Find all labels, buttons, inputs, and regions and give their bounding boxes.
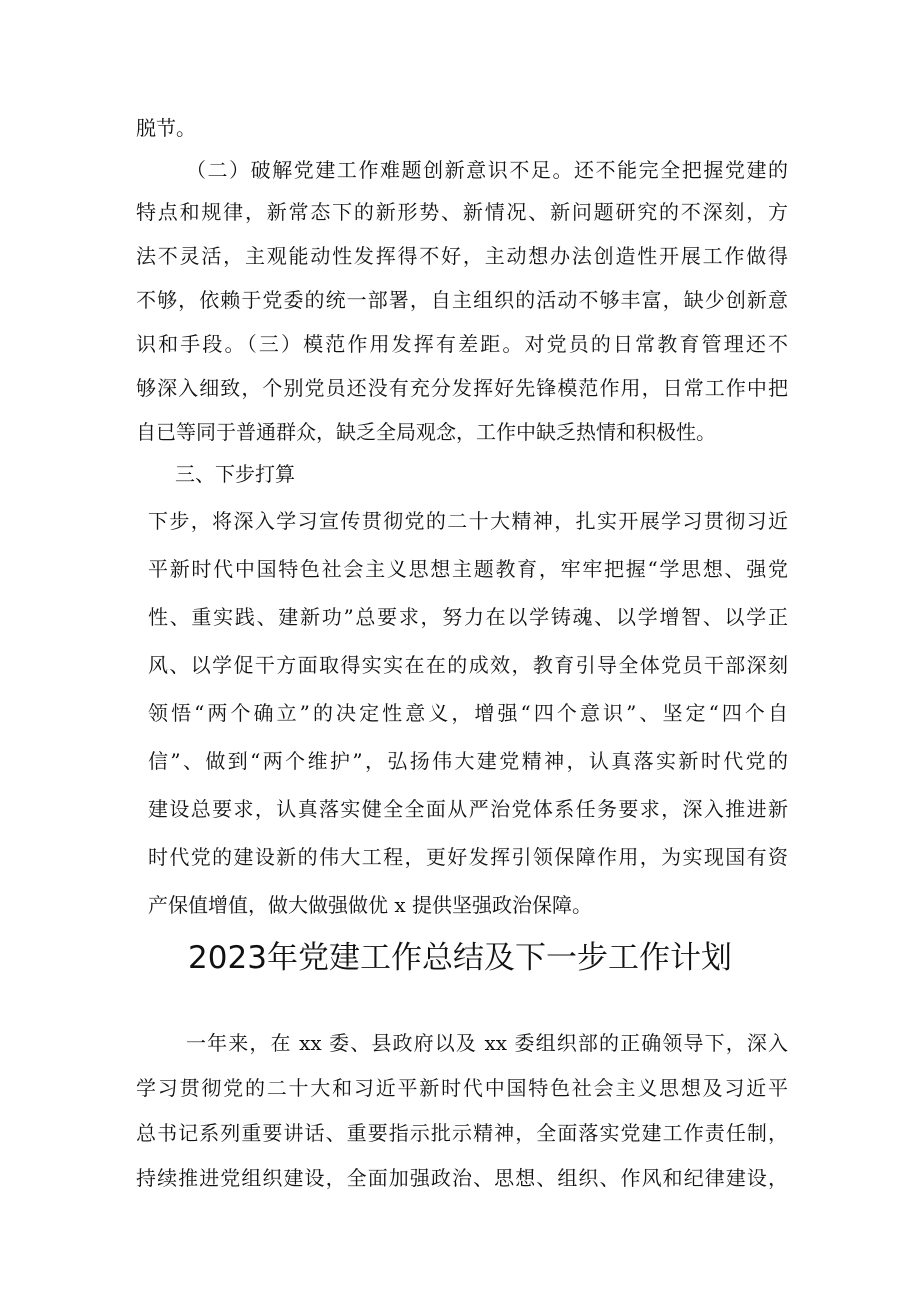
paragraph-line: 领悟“两个确立”的决定性意义，增强“四个意识”、坚定“四个自 [148, 701, 788, 725]
paragraph-line: 风、以学促干方面取得实实在在的成效，教育引导全体党员干部深刻 [148, 653, 788, 677]
paragraph-line: （二）破解党建工作难题创新意识不足。还不能完全把握党建的 [186, 158, 788, 182]
paragraph-line: 性、重实践、建新功”总要求，努力在以学铸魂、以学增智、以学正 [148, 605, 788, 629]
paragraph-line: 信”、做到“两个维护”，弘扬伟大建党精神，认真落实新时代党的 [148, 749, 788, 773]
paragraph-line: 产保值增值，做大做强做优 x 提供坚强政治保障。 [148, 893, 592, 917]
paragraph-line: 持续推进党组织建设，全面加强政治、思想、组织、作风和纪律建设， [136, 1166, 788, 1190]
section-heading: 三、下步打算 [175, 462, 295, 486]
paragraph-line: 识和手段。（三）模范作用发挥有差距。对党员的日常教育管理还不 [136, 332, 788, 356]
paragraph-line: 法不灵活，主观能动性发挥得不好，主动想办法创造性开展工作做得 [136, 244, 788, 268]
document-title: 2023年党建工作总结及下一步工作计划 [188, 940, 732, 976]
paragraph-line: 自已等同于普通群众，缺乏全局观念，工作中缺乏热情和积极性。 [136, 420, 716, 444]
paragraph-line: 够深入细致，个别党员还没有充分发挥好先锋模范作用，日常工作中把 [136, 376, 788, 400]
paragraph-line: 脱节。 [136, 116, 196, 140]
paragraph-line: 平新时代中国特色社会主义思想主题教育，牢牢把握“学思想、强党 [148, 557, 788, 581]
paragraph-line: 下步，将深入学习宣传贯彻党的二十大精神，扎实开展学习贯彻习近 [148, 509, 788, 533]
paragraph-line: 学习贯彻党的二十大和习近平新时代中国特色社会主义思想及习近平 [136, 1076, 788, 1100]
paragraph-line: 时代党的建设新的伟大工程，更好发挥引领保障作用，为实现国有资 [148, 845, 788, 869]
paragraph-line: 总书记系列重要讲话、重要指示批示精神，全面落实党建工作责任制， [136, 1121, 788, 1145]
paragraph-line: 不够，依赖于党委的统一部署，自主组织的活动不够丰富，缺少创新意 [136, 288, 788, 312]
paragraph-line: 一年来，在 xx 委、县政府以及 xx 委组织部的正确领导下，深入 [186, 1031, 788, 1055]
paragraph-line: 特点和规律，新常态下的新形势、新情况、新问题研究的不深刻，方 [136, 200, 788, 224]
paragraph-line: 建设总要求，认真落实健全全面从严治党体系任务要求，深入推进新 [148, 797, 788, 821]
